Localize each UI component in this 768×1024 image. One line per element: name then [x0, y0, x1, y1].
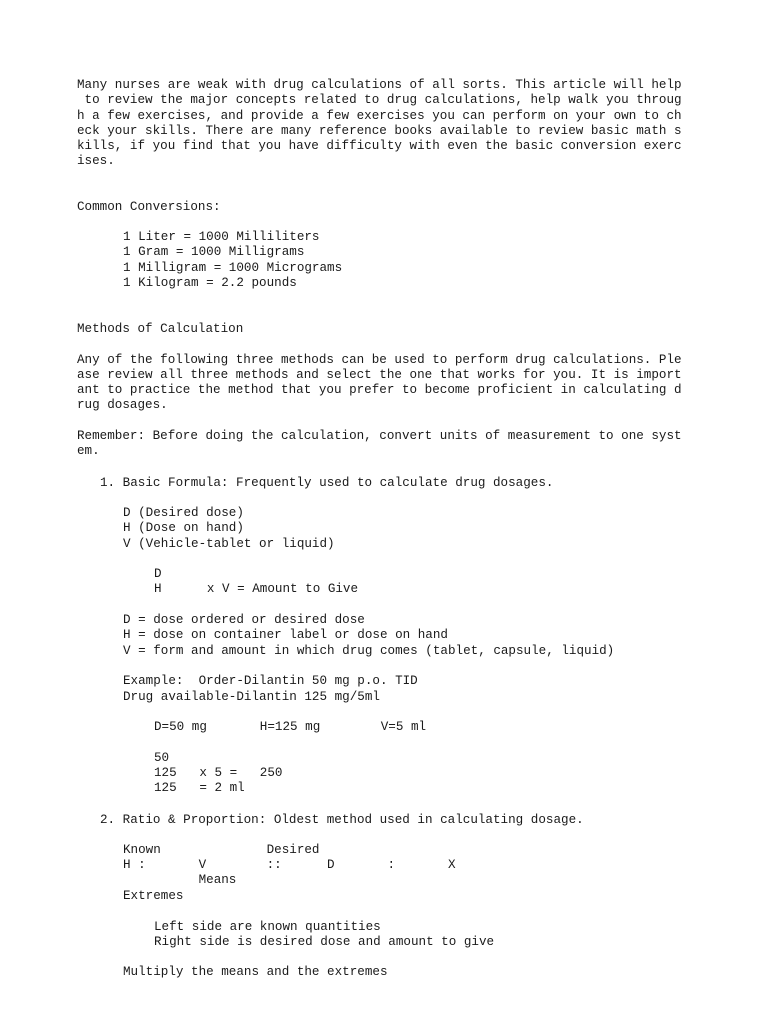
method1-var: V (Vehicle-tablet or liquid): [123, 537, 335, 551]
methods-intro-line: ase review all three methods and select the one that works for you. It is import: [77, 368, 682, 382]
intro-line: ises.: [77, 154, 115, 168]
side-line: Right side is desired dose and amount to give: [154, 935, 495, 949]
intro-line: Many nurses are weak with drug calculations of all sorts. This article will help: [77, 78, 682, 92]
formula-denominator: H x V = Amount to Give: [154, 582, 359, 596]
ratio-line: H : V :: D : X: [123, 858, 456, 872]
side-line: Left side are known quantities: [154, 920, 381, 934]
intro-line: eck your skills. There are many reference books available to review basic math s: [77, 124, 682, 138]
methods-heading: Methods of Calculation: [77, 322, 244, 336]
conversion-item: 1 Liter = 1000 Milliliters: [123, 230, 320, 244]
ratio-line: Extremes: [123, 889, 184, 903]
methods-intro-line: Any of the following three methods can be used to perform drug calculations. Ple: [77, 353, 682, 367]
method1-var: H (Dose on hand): [123, 521, 244, 535]
method1-def: D = dose ordered or desired dose: [123, 613, 365, 627]
multiply-line: Multiply the means and the extremes: [123, 965, 388, 979]
method1-def: H = dose on container label or dose on hand: [123, 628, 448, 642]
conversion-item: 1 Gram = 1000 Milligrams: [123, 245, 305, 259]
example-values: D=50 mg H=125 mg V=5 ml: [154, 720, 427, 734]
method1-def: V = form and amount in which drug comes (tablet, capsule, liquid): [123, 644, 615, 658]
method1-var: D (Desired dose): [123, 506, 244, 520]
calc-line: 50: [154, 751, 170, 765]
example-line: Example: Order-Dilantin 50 mg p.o. TID: [123, 674, 418, 688]
methods-intro-line: ant to practice the method that you prefer to become proficient in calculating d: [77, 383, 682, 397]
method2-title: 2. Ratio & Proportion: Oldest method used in calculating dosage.: [100, 813, 584, 827]
example-line: Drug available-Dilantin 125 mg/5ml: [123, 690, 380, 704]
method1-title: 1. Basic Formula: Frequently used to calculate drug dosages.: [100, 476, 554, 490]
intro-line: h a few exercises, and provide a few exercises you can perform on your own to ch: [77, 109, 682, 123]
ratio-line: Known Desired: [123, 843, 320, 857]
conversions-heading: Common Conversions:: [77, 200, 221, 214]
remember-line: em.: [77, 444, 100, 458]
conversion-item: 1 Kilogram = 2.2 pounds: [123, 276, 297, 290]
calc-line: 125 = 2 ml: [154, 781, 245, 795]
intro-line: kills, if you find that you have difficulty with even the basic conversion exerc: [77, 139, 682, 153]
methods-intro-line: rug dosages.: [77, 398, 168, 412]
remember-line: Remember: Before doing the calculation, convert units of measurement to one syst: [77, 429, 682, 443]
conversion-item: 1 Milligram = 1000 Micrograms: [123, 261, 343, 275]
formula-numerator: D: [154, 567, 162, 581]
calc-line: 125 x 5 = 250: [154, 766, 283, 780]
ratio-line: Means: [123, 873, 237, 887]
intro-line: to review the major concepts related to drug calculations, help walk you throug: [77, 93, 682, 107]
